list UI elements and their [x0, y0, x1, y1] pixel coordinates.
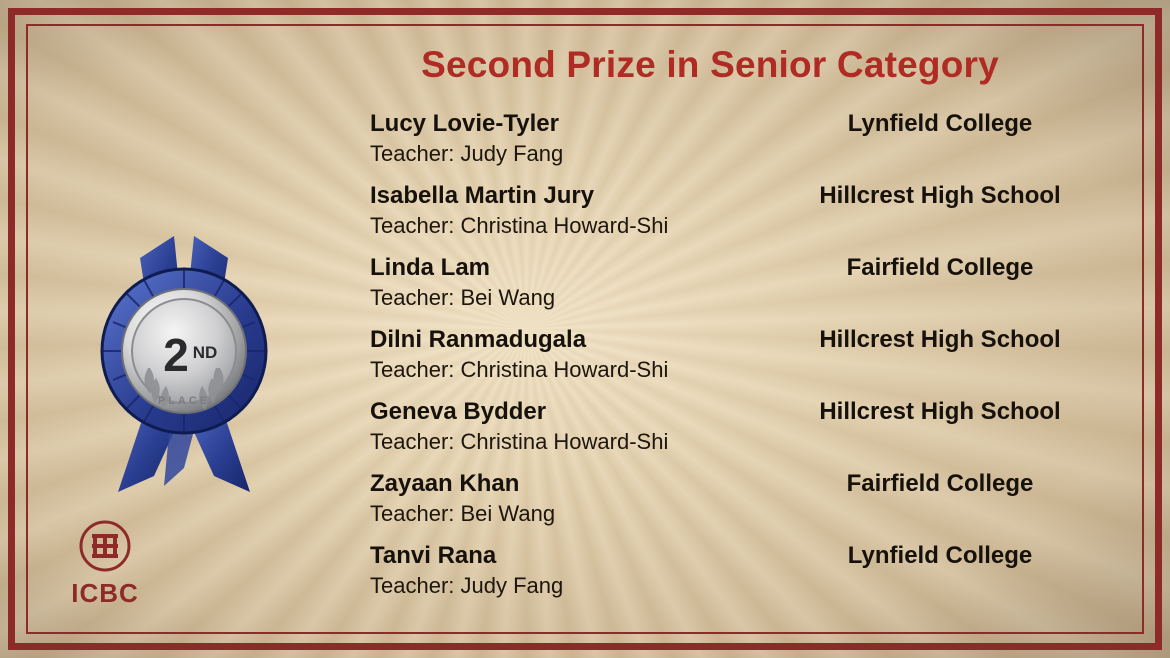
icbc-logo-text: ICBC [71, 578, 139, 608]
medal-rank-number: 2 [163, 329, 189, 381]
icbc-logo [55, 520, 155, 609]
list-item [370, 254, 1120, 326]
winner-school: Lynfield College [847, 542, 1033, 569]
list-item [370, 398, 1120, 470]
winner-teacher: Teacher: Christina Howard-Shi [370, 213, 669, 238]
list-item [370, 542, 1120, 614]
icbc-seal-icon [79, 520, 131, 572]
second-place-medal-icon [78, 218, 288, 498]
winner-name: Isabella Martin Jury [370, 182, 595, 209]
winner-school: Hillcrest High School [819, 326, 1061, 353]
winner-name: Linda Lam [370, 254, 491, 281]
winner-school: Fairfield College [846, 254, 1034, 281]
winner-school: Hillcrest High School [819, 182, 1061, 209]
winner-teacher: Teacher: Bei Wang [370, 501, 556, 526]
medal-rank-suffix: ND [192, 343, 218, 362]
winner-name: Geneva Bydder [370, 398, 547, 425]
winner-teacher: Teacher: Christina Howard-Shi [370, 429, 669, 454]
list-item [370, 470, 1120, 542]
page-title: Second Prize in Senior Category [421, 44, 999, 85]
winner-school: Lynfield College [847, 110, 1033, 137]
winner-name: Dilni Ranmadugala [370, 326, 587, 353]
winner-name: Lucy Lovie-Tyler [370, 110, 559, 137]
list-item [370, 110, 1120, 182]
winner-teacher: Teacher: Judy Fang [370, 141, 564, 166]
winner-teacher: Teacher: Christina Howard-Shi [370, 357, 669, 382]
winner-school: Fairfield College [846, 470, 1034, 497]
winner-name: Zayaan Khan [370, 470, 520, 497]
winner-teacher: Teacher: Judy Fang [370, 573, 564, 598]
winner-name: Tanvi Rana [370, 542, 497, 569]
list-item [370, 182, 1120, 254]
winners-list [370, 110, 1120, 614]
list-item [370, 326, 1120, 398]
medal-place-text: PLACE [157, 395, 211, 407]
winner-teacher: Teacher: Bei Wang [370, 285, 556, 310]
winner-school: Hillcrest High School [819, 398, 1061, 425]
